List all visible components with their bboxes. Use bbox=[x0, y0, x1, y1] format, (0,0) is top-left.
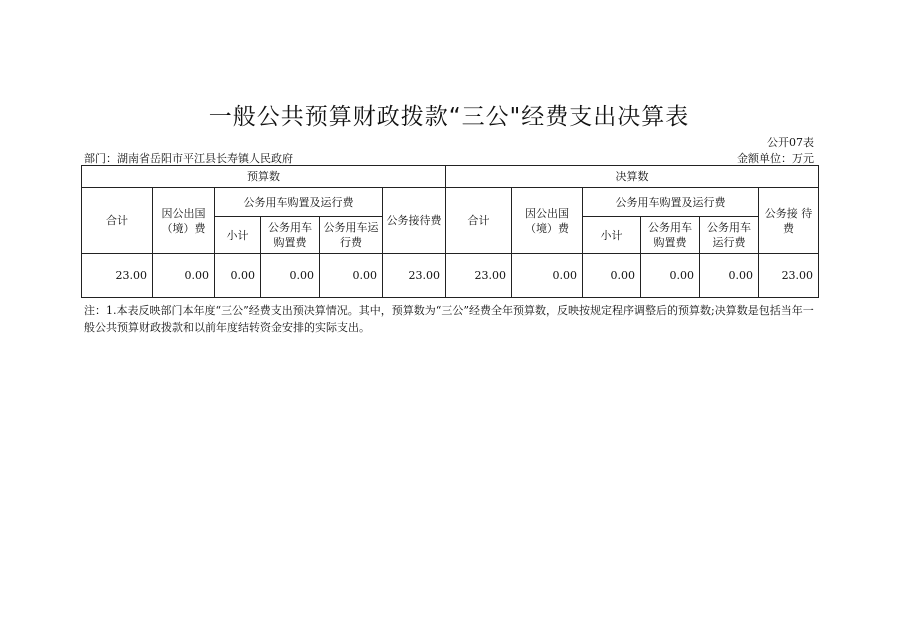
budget-vehicle-purchase-header: 公务用车购置费 bbox=[261, 217, 320, 254]
budget-reception-header: 公务接待费 bbox=[383, 188, 446, 254]
final-reception-header: 公务接 待费 bbox=[759, 188, 819, 254]
budget-subtotal-header: 小计 bbox=[215, 217, 261, 254]
budget-subtotal-value: 0.00 bbox=[215, 254, 261, 298]
footnote: 注：1.本表反映部门本年度“三公”经费支出预决算情况。其中，预算数为“三公”经费全年预算数，反映按规定程序调整后的预算数;决算数是包括当年一般公共预算财政拨款和以前年度结转资金安排的实际支出。 bbox=[84, 304, 814, 334]
budget-abroad-header: 因公出国（境）费 bbox=[153, 188, 215, 254]
final-vehicle-operation-value: 0.00 bbox=[700, 254, 759, 298]
final-group-header: 决算数 bbox=[446, 166, 819, 188]
final-vehicle-operation-header: 公务用车运行费 bbox=[700, 217, 759, 254]
final-total-header: 合计 bbox=[446, 188, 512, 254]
budget-table bbox=[81, 165, 819, 298]
budget-reception-value: 23.00 bbox=[383, 254, 446, 298]
budget-total-header: 合计 bbox=[82, 188, 153, 254]
budget-vehicle-purchase-value: 0.00 bbox=[261, 254, 320, 298]
final-total-value: 23.00 bbox=[446, 254, 512, 298]
final-subtotal-value: 0.00 bbox=[583, 254, 641, 298]
final-vehicle-purchase-header: 公务用车购置费 bbox=[641, 217, 700, 254]
budget-vehicle-group-header: 公务用车购置及运行费 bbox=[215, 188, 383, 217]
header-row-groups bbox=[82, 166, 819, 188]
unit-label: 金额单位：万元 bbox=[737, 152, 814, 165]
header-row-main bbox=[82, 188, 819, 217]
budget-total-value: 23.00 bbox=[82, 254, 153, 298]
final-reception-value: 23.00 bbox=[759, 254, 819, 298]
final-vehicle-group-header: 公务用车购置及运行费 bbox=[583, 188, 759, 217]
page-title: 一般公共预算财政拨款“三公"经费支出决算表 bbox=[208, 104, 690, 130]
final-subtotal-header: 小计 bbox=[583, 217, 641, 254]
final-abroad-header: 因公出国（境）费 bbox=[512, 188, 583, 254]
form-number: 公开07表 bbox=[767, 136, 814, 149]
department-label: 部门：湖南省岳阳市平江县长寿镇人民政府 bbox=[84, 152, 293, 165]
final-abroad-value: 0.00 bbox=[512, 254, 583, 298]
final-vehicle-purchase-value: 0.00 bbox=[641, 254, 700, 298]
budget-vehicle-operation-value: 0.00 bbox=[320, 254, 383, 298]
budget-group-header: 预算数 bbox=[82, 166, 446, 188]
budget-abroad-value: 0.00 bbox=[153, 254, 215, 298]
budget-vehicle-operation-header: 公务用车运行费 bbox=[320, 217, 383, 254]
table-row bbox=[82, 254, 819, 298]
